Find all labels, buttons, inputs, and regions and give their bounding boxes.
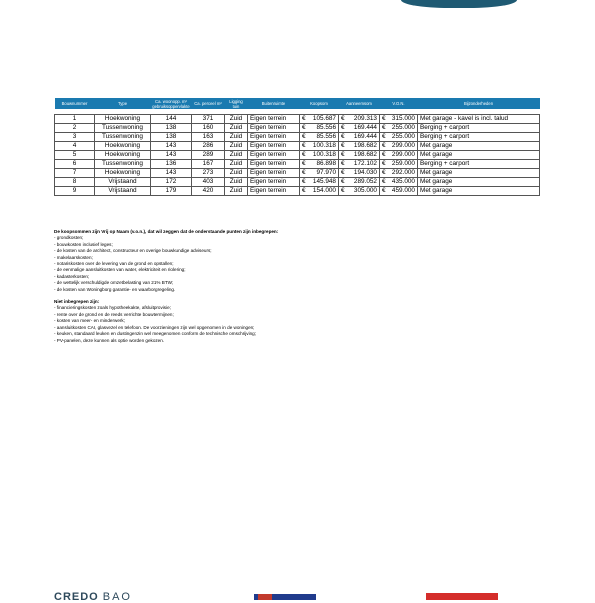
cell-type: Tussenwoning <box>95 160 151 169</box>
cell-aanneem <box>339 169 380 178</box>
cell-opp: 138 <box>151 133 192 142</box>
cell-perceel: 163 <box>192 133 225 142</box>
amount: 315.000 <box>391 115 415 122</box>
amount: 299.000 <box>391 151 415 158</box>
cell-buiten: Eigen terrein <box>248 187 300 196</box>
cell-aanneem <box>339 142 380 151</box>
currency-value <box>302 178 336 186</box>
table-row <box>55 133 540 142</box>
cell-type: Hoekwoning <box>95 151 151 160</box>
cell-von <box>380 178 418 187</box>
note-item: - kosten van meer- en minderwerk; <box>54 318 125 324</box>
amount: 255.000 <box>391 124 415 131</box>
note-item: - notariskosten over de levering van de grond en opstallen; <box>54 261 174 267</box>
cell-perceel: 167 <box>192 160 225 169</box>
price-table <box>54 98 540 196</box>
cell-buiten: Eigen terrein <box>248 169 300 178</box>
cell-nr: 4 <box>55 142 95 151</box>
euro-sign: € <box>382 187 386 194</box>
cell-opp: 136 <box>151 160 192 169</box>
credo-logo <box>54 591 132 603</box>
cell-type: Tussenwoning <box>95 124 151 133</box>
cell-opp: 143 <box>151 169 192 178</box>
cell-nr: 2 <box>55 124 95 133</box>
amount: 100.318 <box>312 151 336 158</box>
table-row <box>55 115 540 124</box>
cell-von <box>380 133 418 142</box>
amount: 305.000 <box>353 187 377 194</box>
note-item: - grondkosten; <box>54 235 84 241</box>
table-header-row <box>55 98 540 109</box>
cell-type: Hoekwoning <box>95 169 151 178</box>
column-header: Koopsom <box>300 98 339 109</box>
cell-bijz: Met garage <box>418 142 540 151</box>
euro-sign: € <box>382 169 386 176</box>
cell-perceel: 371 <box>192 115 225 124</box>
amount: 289.052 <box>353 178 377 185</box>
euro-sign: € <box>341 151 345 158</box>
euro-sign: € <box>341 133 345 140</box>
table-row <box>55 151 540 160</box>
cell-perceel: 273 <box>192 169 225 178</box>
currency-value <box>382 151 415 159</box>
euro-sign: € <box>302 151 306 158</box>
cell-aanneem <box>339 160 380 169</box>
amount: 145.948 <box>312 178 336 185</box>
euro-sign: € <box>302 142 306 149</box>
currency-value <box>341 124 377 132</box>
currency-value <box>382 169 415 177</box>
cell-von <box>380 151 418 160</box>
cell-bijz: Met garage <box>418 151 540 160</box>
note-item: - rente over de grond en de reeds verrichte bouwtermijnen; <box>54 311 174 317</box>
euro-sign: € <box>341 187 345 194</box>
cell-aanneem <box>339 187 380 196</box>
euro-sign: € <box>382 115 386 122</box>
table-row <box>55 142 540 151</box>
cell-buiten: Eigen terrein <box>248 142 300 151</box>
cell-koop <box>300 151 339 160</box>
amount: 259.000 <box>391 160 415 167</box>
amount: 86.898 <box>316 160 336 167</box>
note-item: - de eenmalige aansluitkosten van water, elektriciteit en riolering; <box>54 267 186 273</box>
column-header: Ca. perceel m² <box>192 98 225 109</box>
cell-koop <box>300 133 339 142</box>
euro-sign: € <box>382 151 386 158</box>
note-item: - kadasterkosten; <box>54 273 90 279</box>
amount: 105.687 <box>312 115 336 122</box>
amount: 100.318 <box>312 142 336 149</box>
cell-nr: 8 <box>55 178 95 187</box>
cell-von <box>380 124 418 133</box>
euro-sign: € <box>302 115 306 122</box>
cell-buiten: Eigen terrein <box>248 124 300 133</box>
currency-value <box>302 169 336 177</box>
note-item: - makelaarskosten; <box>54 254 93 260</box>
cell-von <box>380 115 418 124</box>
cell-buiten: Eigen terrein <box>248 160 300 169</box>
cell-opp: 138 <box>151 124 192 133</box>
top-banner-decoration <box>401 0 517 8</box>
note-item: - keuken, standaard leuken en dustingenzin wel meegenomen conform de technische omschrijving; <box>54 331 256 337</box>
currency-value <box>341 169 377 177</box>
currency-value <box>341 142 377 150</box>
cell-aanneem <box>339 178 380 187</box>
cell-aanneem <box>339 124 380 133</box>
cell-koop <box>300 160 339 169</box>
amount: 198.682 <box>353 151 377 158</box>
cell-koop <box>300 178 339 187</box>
cell-type: Vrijstaand <box>95 178 151 187</box>
cell-ligging: Zuid <box>225 133 248 142</box>
cell-buiten: Eigen terrein <box>248 151 300 160</box>
column-header: Aanneemsom <box>339 98 380 109</box>
euro-sign: € <box>382 178 386 185</box>
cell-aanneem <box>339 151 380 160</box>
currency-value <box>302 115 336 123</box>
euro-sign: € <box>341 115 345 122</box>
column-header: V.O.N. <box>380 98 418 109</box>
euro-sign: € <box>341 169 345 176</box>
table-row <box>55 178 540 187</box>
note-item: - aansluitkosten CAI, glasvezel en telefoon. De voorzieningen zijn wel opgenomen in de woningen; <box>54 324 255 330</box>
note-item: - financieringskosten zoals hypotheekakte, afsluitprovisie; <box>54 305 171 311</box>
amount: 154.000 <box>312 187 336 194</box>
partner-logo-red <box>426 593 498 600</box>
included-block <box>54 229 534 293</box>
credo-logo-sub: BAO <box>102 591 132 603</box>
cell-koop <box>300 142 339 151</box>
currency-value <box>382 160 415 168</box>
cell-buiten: Eigen terrein <box>248 133 300 142</box>
amount: 255.000 <box>391 133 415 140</box>
currency-value <box>382 115 415 123</box>
cell-perceel: 286 <box>192 142 225 151</box>
currency-value <box>302 142 336 150</box>
currency-value <box>302 160 336 168</box>
cell-opp: 143 <box>151 151 192 160</box>
table-header <box>55 98 540 109</box>
column-header: Buitenruimte <box>248 98 300 109</box>
excluded-block <box>54 299 534 344</box>
column-header: Bijzonderheden <box>418 98 540 109</box>
currency-value <box>341 151 377 159</box>
cell-nr: 5 <box>55 151 95 160</box>
euro-sign: € <box>341 160 345 167</box>
amount: 169.444 <box>353 133 377 140</box>
cell-nr: 7 <box>55 169 95 178</box>
euro-sign: € <box>382 142 386 149</box>
note-item: - PV-panelen, deze kunnen als optie worden gekozen. <box>54 337 165 343</box>
currency-value <box>341 160 377 168</box>
cell-aanneem <box>339 115 380 124</box>
euro-sign: € <box>302 133 306 140</box>
amount: 292.000 <box>391 169 415 176</box>
cell-von <box>380 142 418 151</box>
cell-ligging: Zuid <box>225 142 248 151</box>
currency-value <box>382 133 415 141</box>
currency-value <box>302 187 336 195</box>
cell-ligging: Zuid <box>225 151 248 160</box>
column-header: Bouwnummer <box>55 98 95 109</box>
euro-sign: € <box>382 124 386 131</box>
cell-perceel: 403 <box>192 178 225 187</box>
euro-sign: € <box>302 169 306 176</box>
currency-value <box>302 133 336 141</box>
cell-nr: 3 <box>55 133 95 142</box>
cell-ligging: Zuid <box>225 187 248 196</box>
currency-value <box>382 142 415 150</box>
note-item: - bouwkosten inclusief leges; <box>54 241 113 247</box>
cell-bijz: Berging + carport <box>418 133 540 142</box>
euro-sign: € <box>341 178 345 185</box>
cell-type: Tussenwoning <box>95 133 151 142</box>
cell-bijz: Met garage <box>418 169 540 178</box>
partner-logo-blue <box>254 594 316 600</box>
cell-type: Hoekwoning <box>95 142 151 151</box>
cell-koop <box>300 115 339 124</box>
cell-von <box>380 187 418 196</box>
currency-value <box>302 151 336 159</box>
note-item: - de kosten van de architect, constructeur en overige bouwkundige adviseurs; <box>54 248 212 254</box>
note-item: - de wettelijk verschuldigde omzetbelasting van 21% BTW; <box>54 280 174 286</box>
table-row <box>55 160 540 169</box>
table-row <box>55 187 540 196</box>
cell-koop <box>300 169 339 178</box>
cell-koop <box>300 187 339 196</box>
credo-logo-text: CREDO <box>54 591 99 603</box>
euro-sign: € <box>302 187 306 194</box>
euro-sign: € <box>341 124 345 131</box>
cell-bijz: Met garage <box>418 178 540 187</box>
table-row <box>55 124 540 133</box>
amount: 85.556 <box>316 124 336 131</box>
column-header: Type <box>95 98 151 109</box>
cell-ligging: Zuid <box>225 169 248 178</box>
cell-nr: 9 <box>55 187 95 196</box>
cell-bijz: Berging + carport <box>418 160 540 169</box>
amount: 198.682 <box>353 142 377 149</box>
cell-type: Vrijstaand <box>95 187 151 196</box>
cell-opp: 144 <box>151 115 192 124</box>
amount: 85.556 <box>316 133 336 140</box>
euro-sign: € <box>341 142 345 149</box>
cell-ligging: Zuid <box>225 115 248 124</box>
cell-perceel: 160 <box>192 124 225 133</box>
euro-sign: € <box>302 178 306 185</box>
cell-nr: 1 <box>55 115 95 124</box>
cell-von <box>380 169 418 178</box>
cell-von <box>380 160 418 169</box>
euro-sign: € <box>382 133 386 140</box>
amount: 97.970 <box>316 169 336 176</box>
cell-opp: 143 <box>151 142 192 151</box>
included-list <box>54 235 534 293</box>
currency-value <box>382 124 415 132</box>
cell-bijz: Met garage <box>418 187 540 196</box>
table-row <box>55 169 540 178</box>
currency-value <box>382 187 415 195</box>
amount: 194.030 <box>353 169 377 176</box>
partner-logo-mark <box>258 594 272 600</box>
amount: 209.313 <box>353 115 377 122</box>
cell-buiten: Eigen terrein <box>248 178 300 187</box>
cell-ligging: Zuid <box>225 124 248 133</box>
cell-aanneem <box>339 133 380 142</box>
note-item: - de kosten van Woningborg garantie- en waarborgregeling. <box>54 286 176 292</box>
cell-type: Hoekwoning <box>95 115 151 124</box>
cell-perceel: 289 <box>192 151 225 160</box>
currency-value <box>341 187 377 195</box>
column-header: Ca. woonopp. m² gebruiksoppervlakte <box>152 98 190 109</box>
table-body <box>55 109 540 196</box>
cell-buiten: Eigen terrein <box>248 115 300 124</box>
cell-koop <box>300 124 339 133</box>
amount: 169.444 <box>353 124 377 131</box>
amount: 299.000 <box>391 142 415 149</box>
excluded-heading: Niet inbegrepen zijn: <box>54 299 100 305</box>
cell-ligging: Zuid <box>225 160 248 169</box>
cell-perceel: 420 <box>192 187 225 196</box>
currency-value <box>341 133 377 141</box>
amount: 172.102 <box>353 160 377 167</box>
currency-value <box>341 178 377 186</box>
cell-ligging: Zuid <box>225 178 248 187</box>
cell-bijz: Berging + carport <box>418 124 540 133</box>
euro-sign: € <box>382 160 386 167</box>
cell-opp: 179 <box>151 187 192 196</box>
amount: 459.000 <box>391 187 415 194</box>
cell-bijz: Met garage - kavel is incl. talud <box>418 115 540 124</box>
included-heading: De koopsommen zijn Vrij op Naam (v.o.n.), dat wil zeggen dat de onderstaande punten zijn inbegrepen: <box>54 229 279 234</box>
currency-value <box>302 124 336 132</box>
excluded-list <box>54 305 534 343</box>
notes-section <box>54 229 534 350</box>
euro-sign: € <box>302 160 306 167</box>
cell-nr: 6 <box>55 160 95 169</box>
currency-value <box>341 115 377 123</box>
euro-sign: € <box>302 124 306 131</box>
currency-value <box>382 178 415 186</box>
column-header: Ligging tuin <box>225 98 248 109</box>
cell-opp: 172 <box>151 178 192 187</box>
amount: 435.000 <box>391 178 415 185</box>
